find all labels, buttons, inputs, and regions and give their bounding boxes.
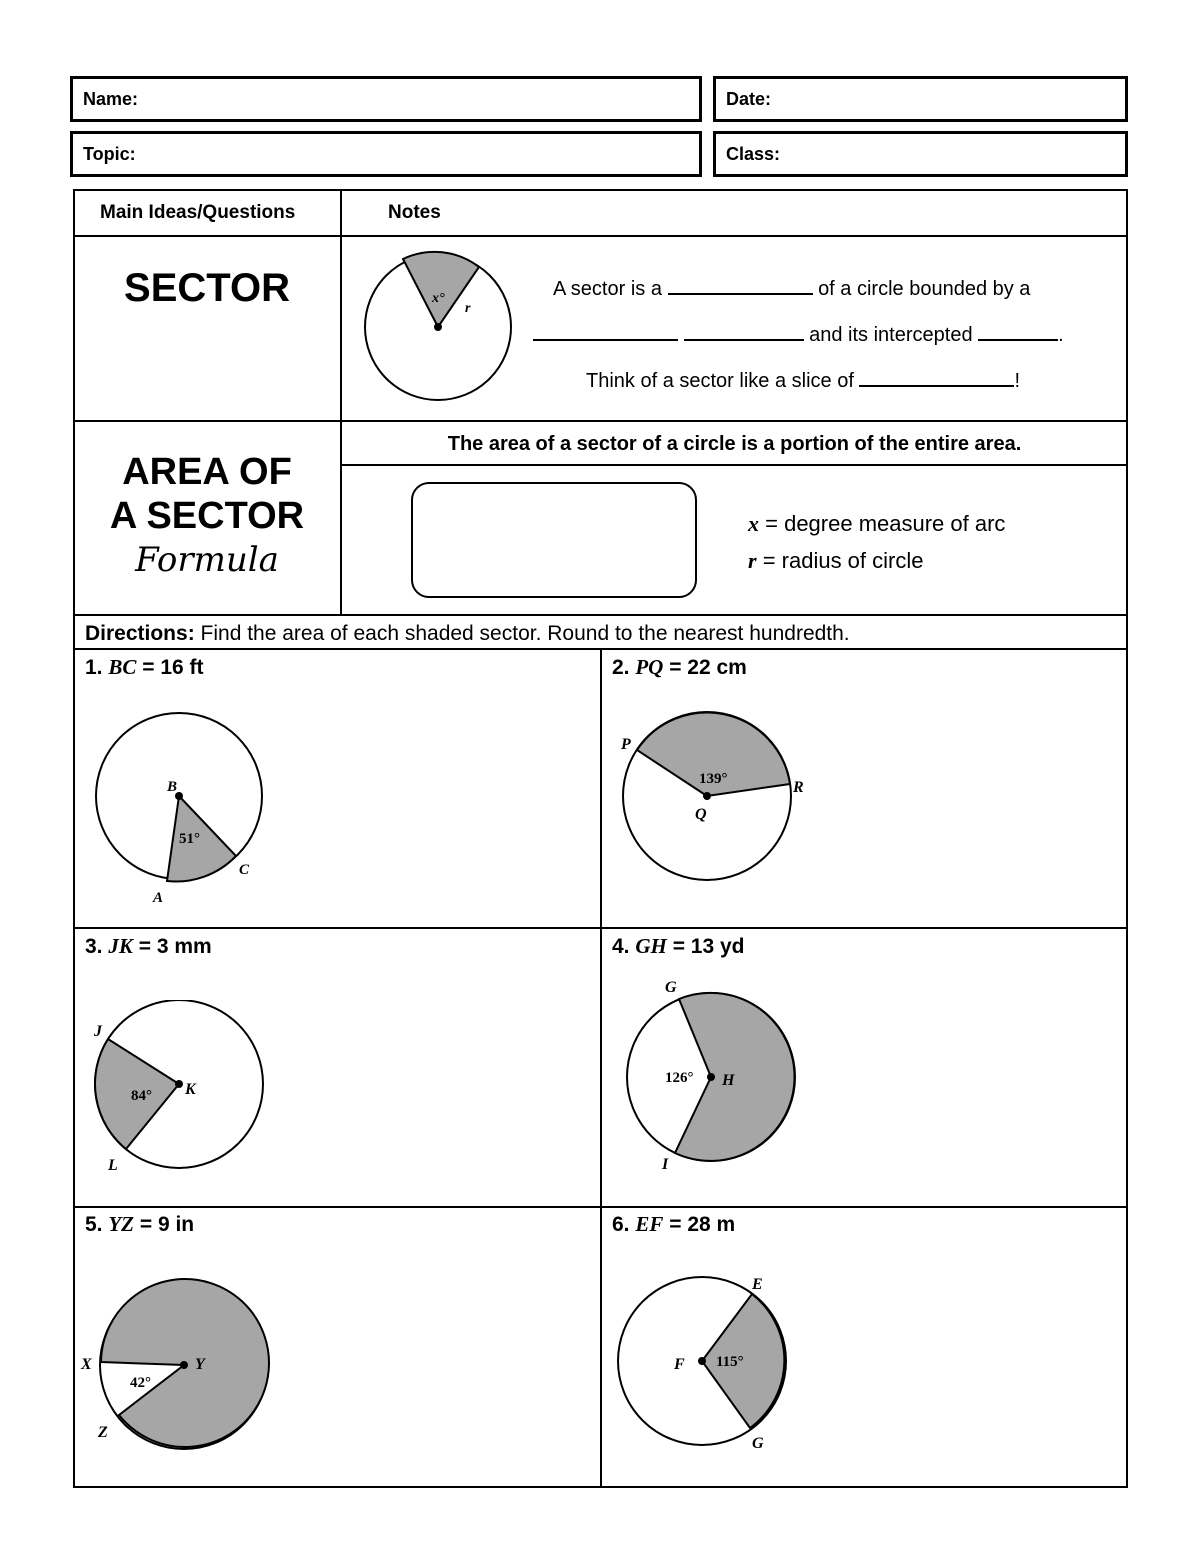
- point-label: P: [621, 736, 631, 753]
- class-label: Class:: [726, 144, 781, 164]
- directions-label: Directions:: [85, 622, 195, 645]
- problem-6-diagram: [610, 1270, 820, 1475]
- answer-blank[interactable]: [859, 367, 1014, 387]
- divider: [73, 420, 1128, 422]
- var-r: r: [748, 548, 757, 573]
- sector-angle-label: x°: [432, 291, 445, 306]
- problem-2-angle: 139°: [699, 771, 728, 787]
- segment-name: JK: [108, 934, 133, 958]
- problem-number: 3.: [85, 935, 103, 958]
- segment-name: BC: [108, 655, 137, 679]
- point-label: I: [662, 1156, 669, 1173]
- var-r-text: = radius of circle: [762, 548, 924, 573]
- segment-value: = 13 yd: [672, 935, 745, 958]
- sector-title: SECTOR: [124, 266, 290, 310]
- point-label: H: [722, 1072, 735, 1089]
- problem-1-header: [85, 655, 204, 680]
- var-x-text: = degree measure of arc: [765, 511, 1006, 536]
- sector-line-3: [586, 367, 1020, 393]
- divider: [600, 648, 602, 1488]
- point-label: X: [81, 1356, 92, 1373]
- point-label: J: [94, 1023, 102, 1040]
- problem-4-diagram: [615, 975, 825, 1175]
- divider: [341, 464, 1128, 466]
- sector-text: of a circle bounded by a: [818, 278, 1031, 300]
- divider: [73, 614, 1128, 616]
- point-label: E: [752, 1276, 763, 1293]
- point-label: R: [793, 779, 804, 796]
- point-label: L: [108, 1157, 118, 1174]
- area-title-line2: A SECTOR: [109, 495, 305, 537]
- point-label: A: [153, 890, 164, 906]
- problem-3-diagram: [75, 1000, 285, 1180]
- point-label: Y: [195, 1356, 205, 1373]
- class-field[interactable]: [713, 131, 1128, 177]
- date-field[interactable]: [713, 76, 1128, 122]
- problem-number: 6.: [612, 1213, 630, 1236]
- area-title: [73, 450, 341, 582]
- var-x: x: [748, 511, 759, 536]
- sector-line-1: [553, 275, 1030, 301]
- point-label: F: [674, 1356, 685, 1373]
- answer-blank[interactable]: [533, 321, 678, 341]
- point-label: B: [167, 779, 178, 795]
- directions: [85, 622, 850, 646]
- sector-diagram: [360, 250, 520, 405]
- segment-name: GH: [635, 934, 667, 958]
- area-title-line3: Formula: [135, 540, 279, 580]
- problem-4-header: [612, 934, 745, 959]
- col-header-notes: Notes: [388, 202, 441, 223]
- point-label: C: [239, 862, 250, 878]
- directions-text: Find the area of each shaded sector. Round to the nearest hundredth.: [200, 622, 850, 645]
- segment-name: YZ: [108, 1212, 135, 1236]
- segment-value: = 28 m: [669, 1213, 736, 1236]
- name-label: Name:: [83, 89, 139, 109]
- area-statement: The area of a sector of a circle is a portion of the entire area.: [447, 433, 1022, 455]
- problem-1-diagram: [75, 700, 285, 915]
- segment-value: = 9 in: [139, 1213, 195, 1236]
- point-label: K: [185, 1081, 196, 1098]
- sector-text: Think of a sector like a slice of: [586, 370, 854, 392]
- problem-number: 2.: [612, 656, 630, 679]
- point-label: Q: [695, 806, 707, 823]
- segment-name: PQ: [635, 655, 664, 679]
- area-title-line1: AREA OF: [122, 451, 292, 493]
- problem-1-angle: 51°: [179, 831, 200, 847]
- problem-5-angle: 42°: [130, 1375, 151, 1391]
- problem-5-header: [85, 1212, 194, 1237]
- sector-text: .: [1058, 324, 1064, 346]
- problem-6-header: [612, 1212, 735, 1237]
- date-label: Date:: [726, 89, 772, 109]
- problem-number: 4.: [612, 935, 630, 958]
- sector-text: A sector is a: [553, 278, 662, 300]
- var-r-def: [748, 548, 923, 574]
- answer-blank[interactable]: [978, 321, 1058, 341]
- problem-2-header: [612, 655, 747, 680]
- point-label: G: [665, 979, 677, 996]
- problem-number: 1.: [85, 656, 103, 679]
- segment-value: = 3 mm: [138, 935, 212, 958]
- var-x-def: [748, 511, 1005, 537]
- topic-field[interactable]: [70, 131, 702, 177]
- problem-6-angle: 115°: [716, 1354, 744, 1370]
- name-field[interactable]: [70, 76, 702, 122]
- sector-line-2: [533, 321, 1064, 347]
- problem-number: 5.: [85, 1213, 103, 1236]
- divider: [73, 235, 1128, 237]
- problem-5-diagram: [75, 1275, 285, 1475]
- point-label: G: [752, 1435, 764, 1452]
- problem-3-angle: 84°: [131, 1088, 152, 1104]
- point-label: Z: [98, 1424, 108, 1441]
- problem-4-angle: 126°: [665, 1070, 694, 1086]
- problem-3-header: [85, 934, 212, 959]
- formula-box[interactable]: [411, 482, 697, 598]
- segment-value: = 16 ft: [142, 656, 204, 679]
- problem-2-diagram: [615, 680, 825, 895]
- segment-name: EF: [635, 1212, 664, 1236]
- sector-radius-label: r: [465, 301, 471, 316]
- sector-text: and its intercepted: [809, 324, 973, 346]
- answer-blank[interactable]: [684, 321, 804, 341]
- segment-value: = 22 cm: [669, 656, 747, 679]
- topic-label: Topic:: [83, 144, 136, 164]
- sector-text: !: [1014, 370, 1021, 392]
- col-header-main-ideas: Main Ideas/Questions: [100, 202, 296, 223]
- answer-blank[interactable]: [668, 275, 813, 295]
